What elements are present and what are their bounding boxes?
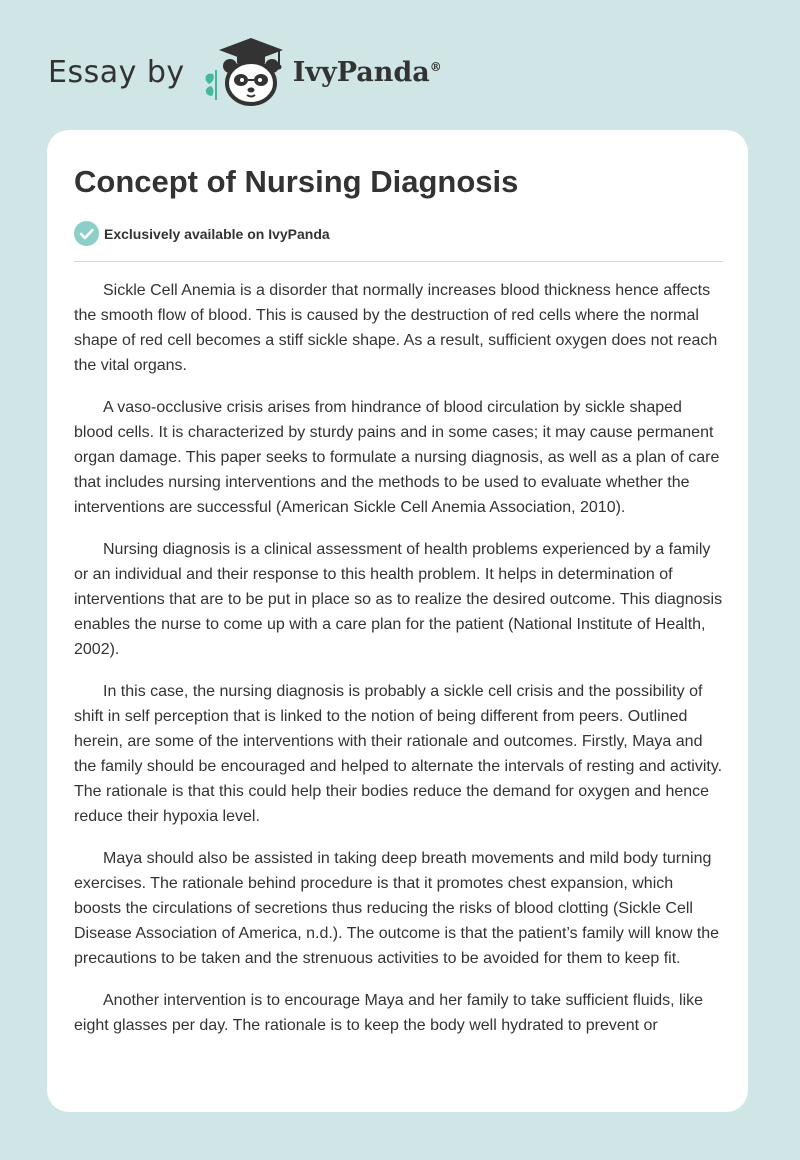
article-body (74, 278, 724, 1055)
paragraph: Another intervention is to encourage Maya and her family to take sufficient fluids, like eight glasses per day. The rationale is to keep the body well hydrated to prevent or (74, 992, 704, 1034)
exclusive-badge (74, 221, 330, 246)
paragraph: Sickle Cell Anemia is a disorder that normally increases blood thickness hence affects the smooth flow of blood. This is caused by the destruction of red cells where the normal shape of red cell becomes a stiff sickle shape. As a result, sufficient oxygen does not reach the vital organs. (74, 282, 718, 374)
paragraph: Maya should also be assisted in taking deep breath movements and mild body turning exercises. The rationale behind procedure is that it promotes chest expansion, which boosts the circulations of secretions thus reducing the risks of blood clotting (Sickle Cell Disease Association of America, n.d.). The outcome is that the patient’s family will know the precautions to be taken and the strenuous activities to be avoided for them to keep fit. (74, 850, 720, 967)
brand-name[interactable]: IvyPanda® (292, 56, 442, 88)
divider (74, 261, 723, 262)
check-circle-icon (74, 221, 99, 246)
essay-by-label: Essay by (48, 54, 185, 90)
paragraph: In this case, the nursing diagnosis is probably a sickle cell crisis and the possibility of shift in self perception that is linked to the notion of being different from peers. Outlined herein, are some of the interventions with their rationale and outcomes. Firstly, Maya and the family should be encouraged and helped to alternate the intervals of resting and activity. The rationale is that this could help their bodies reduce the demand for oxygen and hence reduce their hypoxia level. (74, 683, 723, 825)
registered-mark: ® (429, 59, 442, 74)
paragraph: Nursing diagnosis is a clinical assessment of health problems experienced by a family or an individual and their response to this health problem. It helps in determination of interventions that are to be put in place so as to realize the desired outcome. This diagnosis enables the nurse to come up with a care plan for the patient (National Institute of Health, 2002). (74, 541, 723, 658)
page-title: Concept of Nursing Diagnosis (74, 164, 519, 199)
paragraph: A vaso-occlusive crisis arises from hindrance of blood circulation by sickle shaped blood cells. It is characterized by sturdy pains and in some cases; it may cause permanent organ damage. This paper seeks to formulate a nursing diagnosis, as well as a plan of care that includes nursing interventions and the methods to be used to evaluate whether the interventions are successful (American Sickle Cell Anemia Association, 2010). (74, 399, 720, 516)
exclusive-badge-label: Exclusively available on IvyPanda (104, 225, 330, 242)
site-header (48, 36, 442, 108)
essay-card (47, 130, 748, 1112)
panda-graduate-icon[interactable] (199, 36, 291, 108)
